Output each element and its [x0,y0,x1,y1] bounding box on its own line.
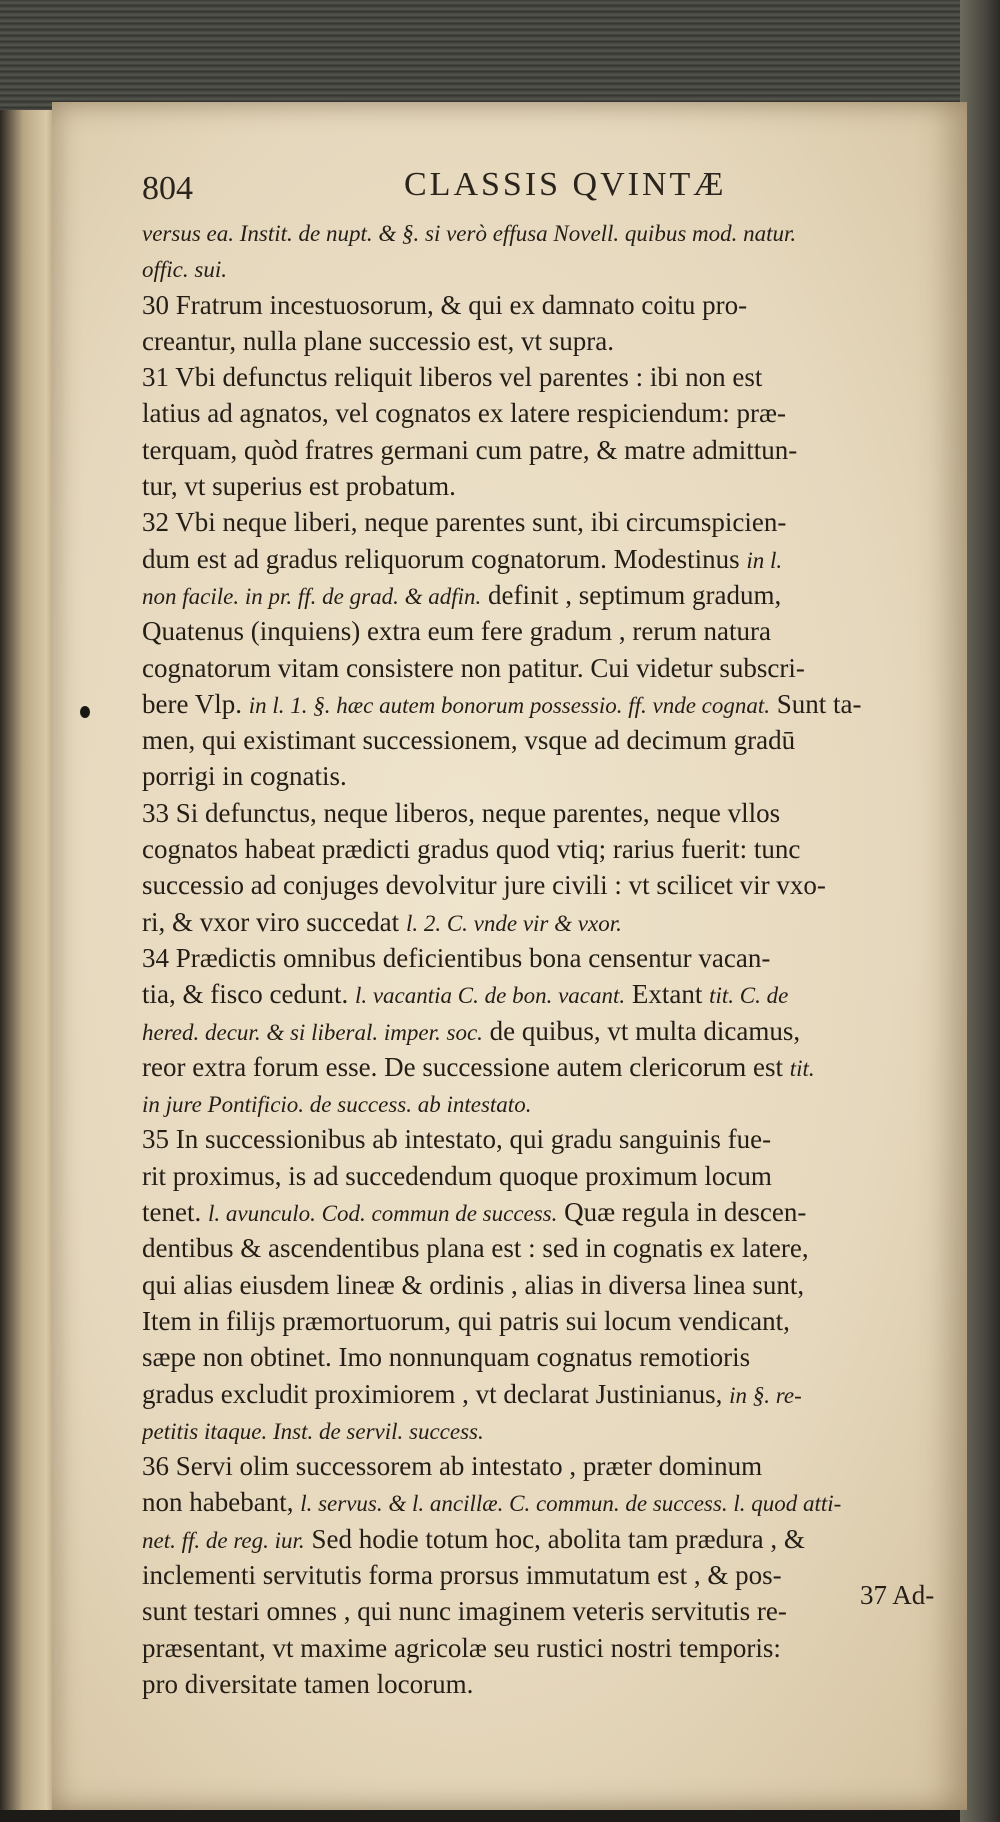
body-text-segment: inclementi servitutis forma prorsus immutatum est , & pos- [142,1559,782,1590]
body-text-segment: præsentant, vt maxime agricolæ seu rustici nostri temporis: [142,1632,781,1663]
text-line [142,613,927,649]
text-line [142,1303,927,1339]
citation-text: net. ff. de reg. iur. [142,1527,305,1553]
citation-text: l. avunculo. Cod. commun de success. [207,1201,558,1227]
citation-text: tit. [789,1055,815,1081]
text-line [142,287,927,323]
body-text-segment: successio ad conjuges devolvitur jure civili : vt scilicet vir vxo- [142,870,826,901]
citation-text: l. servus. & l. ancillæ. C. commun. de success. l. quod atti- [300,1491,842,1517]
citation-text: non facile. in pr. ff. de grad. & adfin. [142,583,482,609]
body-text-segment: cognatos habeat prædicti gradus quod vtiq; rarius fuerit: tunc [142,834,801,865]
text-line [142,1049,927,1085]
text-line [142,904,927,940]
text-line [142,867,927,903]
body-text-segment: 36 Servi olim successorem ab intestato , præter dominum [142,1451,763,1482]
citation-text: tit. C. de [709,983,789,1009]
citation-text: in l. 1. §. hæc autem bonorum possessio. ff. vnde cognat. [248,692,771,718]
body-text-segment: Quatenus (inquiens) extra eum fere gradum , rerum natura [142,616,772,647]
citation-text: petitis itaque. Inst. de servil. success. [142,1418,484,1444]
citation-text: in l. [746,547,783,573]
body-text-segment: definit , septimum gradum, [481,579,782,610]
body-text-segment: 32 Vbi neque liberi, neque parentes sunt, ibi circumspicien- [142,507,787,538]
text-line [142,1412,927,1448]
body-text-segment: latius ad agnatos, vel cognatos ex latere respiciendum: præ- [142,398,787,429]
body-text-segment: creantur, nulla plane successio est, vt supra. [142,325,615,356]
ink-dot [80,706,90,718]
text-line [142,323,927,359]
body-text-segment: men, qui existimant successionem, vsque ad decimum gradū [142,725,796,756]
body-text-segment: de quibus, vt multa dicamus, [482,1015,801,1046]
text-line [142,795,927,831]
text-line [142,359,927,395]
body-text-segment: tia, & fisco cedunt. [142,979,355,1010]
book-page [52,102,967,1810]
body-text-segment: tur, vt superius est probatum. [142,471,456,502]
body-text-segment: Quæ regula in descen- [557,1197,807,1228]
body-text-segment: ri, & vxor viro succedat [142,906,406,937]
book-left-edge [0,110,58,1810]
text-line [142,504,927,540]
page-number: 804 [142,170,193,207]
body-text-segment: Extant [625,979,710,1010]
body-text-segment: reor extra forum esse. De successione autem clericorum est [142,1051,790,1082]
body-text-segment: Sunt ta- [770,688,862,719]
text-line [142,1448,927,1484]
text-line [142,541,927,577]
body-text-segment: bere Vlp. [142,688,249,719]
text-line [142,1013,927,1049]
body-text-segment: Item in filijs præmortuorum, qui patris sui locum vendicant, [142,1305,790,1336]
citation-text: in jure Pontificio. de success. ab intestato. [142,1092,532,1118]
citation-text: offic. sui. [142,257,227,283]
text-line [142,686,927,722]
text-line [142,1630,927,1666]
body-text-segment: Sed hodie totum hoc, abolita tam prædura , & [304,1523,805,1554]
body-text-segment: gradus excludit proximiorem , vt declarat Justinianus, [142,1378,730,1409]
body-text-segment: tenet. [142,1197,208,1228]
text-line [142,722,927,758]
body-text-segment: dentibus & ascendentibus plana est : sed in cognatis ex latere, [142,1233,809,1264]
text-line [142,1376,927,1412]
body-text-segment: 35 In successionibus ab intestato, qui gradu sanguinis fue- [142,1124,772,1155]
body-text-segment: 33 Si defunctus, neque liberos, neque parentes, neque vllos [142,797,781,828]
text-line [142,577,927,613]
page-header [142,162,922,212]
body-text [142,214,927,1702]
citation-text: versus ea. Instit. de nupt. & §. si verò effusa Novell. quibus mod. natur. [142,221,797,246]
citation-text: hered. decur. & si liberal. imper. soc. [142,1019,483,1045]
text-line [142,650,927,686]
text-line [142,1121,927,1157]
body-text-segment: rit proximus, is ad succedendum quoque proximum locum [142,1160,772,1191]
body-text-segment: terquam, quòd fratres germani cum patre, & matre admittun- [142,434,798,465]
text-line [142,1521,927,1557]
text-line [142,214,927,250]
text-line [142,468,927,504]
text-line [142,1557,927,1593]
text-line [142,250,927,286]
body-text-segment: 31 Vbi defunctus reliquit liberos vel parentes : ibi non est [142,362,763,393]
text-line [142,1267,927,1303]
catchword: 37 Ad- [860,1580,935,1610]
body-text-segment: cognatorum vitam consistere non patitur. Cui videtur subscri- [142,652,805,683]
text-line [142,395,927,431]
text-line [142,831,927,867]
text-line [142,940,927,976]
text-line [142,432,927,468]
body-text-segment: pro diversitate tamen locorum. [142,1668,474,1699]
citation-text: in §. re- [729,1382,802,1408]
text-line [142,1666,927,1702]
body-text-segment: non habebant, [142,1487,301,1518]
text-line [142,1593,927,1629]
text-line [142,1158,927,1194]
text-line [142,976,927,1012]
body-text-segment: dum est ad gradus reliquorum cognatorum. Modestinus [142,543,747,574]
citation-text: l. 2. C. vnde vir & vxor. [405,910,622,936]
citation-text: l. vacantia C. de bon. vacant. [354,983,626,1009]
running-head: CLASSIS QVINTÆ [404,166,727,203]
body-text-segment: qui alias eiusdem lineæ & ordinis , alias in diversa linea sunt, [142,1269,805,1300]
body-text-segment: 34 Prædictis omnibus deficientibus bona censentur vacan- [142,942,771,973]
text-line [142,1194,927,1230]
body-text-segment: sæpe non obtinet. Imo nonnunquam cognatus remotioris [142,1342,751,1373]
text-line [142,1339,927,1375]
body-text-segment: porrigi in cognatis. [142,761,347,792]
text-line [142,1230,927,1266]
text-line [142,758,927,794]
body-text-segment: sunt testari omnes , qui nunc imaginem veteris servitutis re- [142,1596,787,1627]
body-text-segment: 30 Fratrum incestuosorum, & qui ex damnato coitu pro- [142,289,748,320]
text-line [142,1085,927,1121]
text-line [142,1484,927,1520]
